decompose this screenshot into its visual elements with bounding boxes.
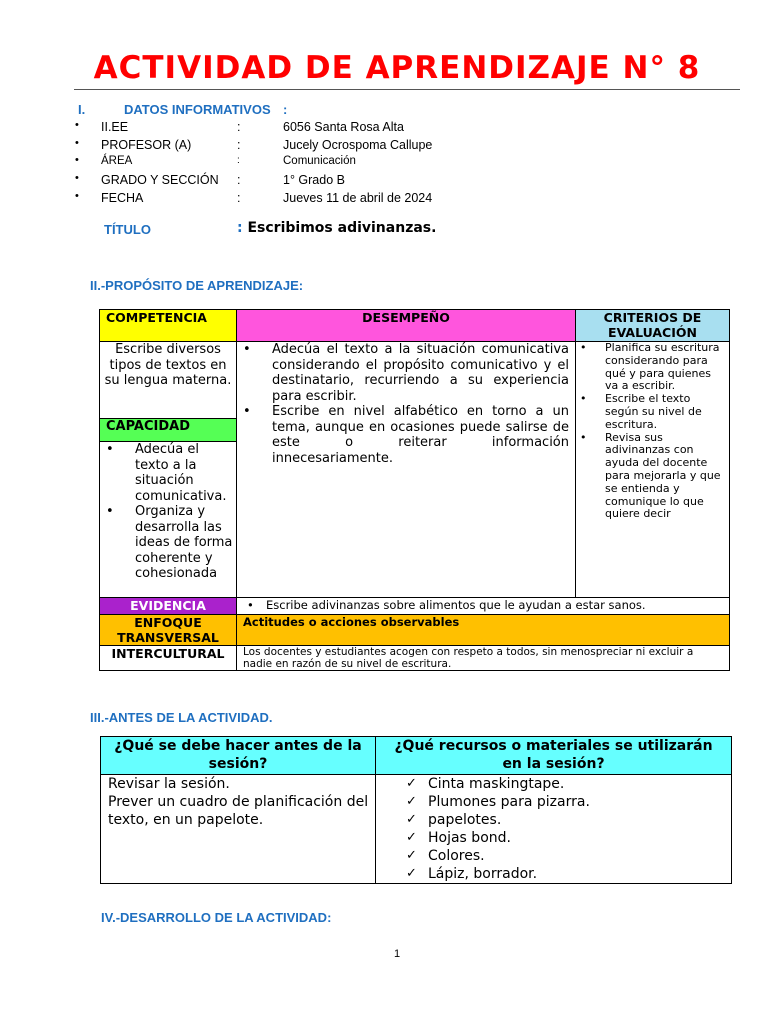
section-label: DATOS INFORMATIVOS — [124, 102, 271, 117]
check-icon: ✓ — [406, 776, 417, 791]
bullet: • — [75, 190, 79, 202]
evidencia-header: EVIDENCIA — [130, 598, 206, 613]
criterio-item — [580, 393, 727, 431]
info-value: 6056 Santa Rosa Alta — [283, 120, 404, 134]
info-value: Jucely Ocrospoma Callupe — [283, 138, 433, 152]
evidencia-text: Escribe adivinanzas sobre alimentos que le ayudan a estar sanos. — [266, 598, 646, 612]
materials-list — [376, 775, 731, 883]
capacidad-header-cell — [100, 419, 237, 442]
desempeno-item-text: Escribe en nivel alfabético en torno a un tema, aunque en ocasiones puede salirse de este o reiterar información innecesariamente. — [272, 404, 569, 466]
info-colon: : — [237, 138, 241, 152]
bullet: • — [75, 137, 79, 149]
info-key: FECHA — [101, 191, 144, 205]
info-row-iiee — [0, 120, 768, 138]
capacidad-body-cell — [100, 442, 237, 598]
bullet: • — [75, 172, 79, 184]
bullet: • — [243, 404, 251, 419]
material-item — [376, 847, 731, 865]
desempeno-header-cell — [237, 310, 576, 342]
antes-col1-body-cell — [101, 775, 376, 883]
bullet: • — [580, 392, 587, 406]
info-colon: : — [237, 191, 241, 205]
antes-col2-header: ¿Qué recursos o materiales se utilizarán en la sesión? — [394, 738, 713, 772]
intercultural-label: INTERCULTURAL — [111, 646, 225, 661]
bullet: • — [106, 504, 114, 519]
section-colon: : — [283, 102, 288, 117]
section-desarrollo-heading: IV.-DESARROLLO DE LA ACTIVIDAD: — [101, 910, 332, 925]
competencia-body-cell — [100, 342, 237, 419]
competencia-text: Escribe diversos tipos de textos en su lengua materna. — [104, 342, 232, 388]
material-item — [376, 829, 731, 847]
title-divider — [74, 89, 740, 90]
criterio-item-text: Revisa sus adivinanzas con ayuda del docente para mejorarla y que se entienda y comunique lo que quiere decir — [605, 430, 721, 521]
info-key: ÁREA — [101, 155, 133, 167]
check-icon: ✓ — [406, 794, 417, 809]
bullet: • — [580, 430, 587, 444]
bullet: • — [75, 154, 79, 166]
competencia-header: COMPETENCIA — [106, 310, 207, 325]
capacidad-header: CAPACIDAD — [106, 419, 191, 434]
info-colon: : — [237, 120, 241, 134]
info-row-grado — [0, 173, 768, 191]
capacidad-item — [106, 504, 234, 582]
bullet: • — [243, 342, 251, 357]
capacidad-list — [100, 442, 236, 582]
material-item — [376, 775, 731, 793]
info-key: II.EE — [101, 120, 129, 134]
criterio-item — [580, 342, 727, 393]
info-value: Comunicación — [283, 155, 356, 167]
material-item — [376, 865, 731, 883]
competencia-header-cell — [100, 310, 237, 342]
section-antes-heading: III.-ANTES DE LA ACTIVIDAD. — [90, 710, 273, 725]
titulo-colon: : — [237, 220, 243, 236]
material-item-text: Cinta maskingtape. — [428, 776, 565, 792]
enfoque-header: ENFOQUE TRANSVERSAL — [117, 615, 219, 645]
info-row-profesor — [0, 138, 768, 156]
bullet: • — [580, 342, 587, 354]
criterios-list — [576, 342, 729, 521]
info-key: PROFESOR (A) — [101, 138, 192, 152]
antes-col1-header: ¿Qué se debe hacer antes de la sesión? — [114, 738, 362, 772]
criterios-header: CRITERIOS DE EVALUACIÓN — [603, 310, 702, 340]
capacidad-item — [106, 442, 234, 504]
titulo-value: Escribimos adivinanzas. — [247, 220, 437, 236]
page-title: ACTIVIDAD DE APRENDIZAJE N° 8 — [93, 50, 701, 86]
check-icon: ✓ — [406, 812, 417, 827]
material-item-text: Hojas bond. — [428, 830, 511, 846]
material-item-text: Colores. — [428, 848, 485, 864]
capacidad-item-text: Organiza y desarrolla las ideas de forma coherente y cohesionada — [135, 504, 233, 581]
info-colon: : — [237, 173, 241, 187]
criterio-item — [580, 432, 727, 522]
capacidad-item-text: Adecúa el texto a la situación comunicativa. — [135, 442, 227, 504]
enfoque-header-cell — [100, 615, 237, 646]
actitudes-header-cell — [237, 615, 729, 646]
bullet: • — [247, 598, 254, 612]
proposito-table — [99, 309, 730, 671]
section-number: I. — [78, 102, 86, 117]
bullet: • — [75, 119, 79, 131]
desempeno-item — [243, 404, 569, 466]
bullet: • — [106, 442, 114, 457]
evidencia-body-cell — [237, 598, 729, 615]
intercultural-text-cell — [237, 646, 729, 670]
check-icon: ✓ — [406, 848, 417, 863]
evidencia-header-cell — [100, 598, 237, 615]
evidencia-item — [237, 598, 729, 613]
actitudes-header: Actitudes o acciones observables — [243, 615, 460, 629]
check-icon: ✓ — [406, 830, 417, 845]
criterio-item-text: Planifica su escritura considerando para qué y para quienes va a escribir. — [605, 342, 720, 393]
intercultural-label-cell — [100, 646, 237, 670]
material-item — [376, 793, 731, 811]
info-key: GRADO Y SECCIÓN — [101, 173, 219, 187]
criterios-header-cell — [576, 310, 729, 342]
desempeno-item — [243, 342, 569, 404]
antes-col2-body-cell — [376, 775, 731, 883]
titulo-label: TÍTULO — [104, 222, 151, 237]
info-colon: : — [237, 155, 240, 166]
material-item-text: Lápiz, borrador. — [428, 866, 538, 882]
desempeno-item-text: Adecúa el texto a la situación comunicativa considerando el propósito comunicativo y el destinatario, recurriendo a su experiencia para escribir. — [272, 342, 569, 404]
antes-line: Revisar la sesión. — [108, 776, 230, 792]
desempeno-body-cell — [237, 342, 576, 598]
criterios-body-cell — [576, 342, 729, 598]
criterio-item-text: Escribe el texto según su nivel de escritura. — [605, 392, 702, 431]
material-item-text: Plumones para pizarra. — [428, 794, 590, 810]
antes-table — [100, 736, 732, 884]
desempeno-header: DESEMPEÑO — [362, 310, 450, 325]
desempeno-list — [237, 342, 575, 466]
intercultural-text: Los docentes y estudiantes acogen con respeto a todos, sin menospreciar ni excluir a nadie en razón de su nivel de escritura. — [243, 646, 694, 670]
info-value: 1° Grado B — [283, 173, 345, 187]
info-row-fecha — [0, 191, 768, 209]
antes-col2-header-cell — [376, 737, 731, 775]
check-icon: ✓ — [406, 866, 417, 881]
page-number: 1 — [393, 948, 401, 960]
section-proposito-heading: II.-PROPÓSITO DE APRENDIZAJE: — [90, 278, 304, 293]
titulo-value-wrap — [237, 220, 436, 236]
info-value: Jueves 11 de abril de 2024 — [283, 191, 433, 205]
material-item — [376, 811, 731, 829]
info-row-area — [0, 155, 768, 173]
antes-col1-header-cell — [101, 737, 376, 775]
antes-line: Prever un cuadro de planificación del texto, en un papelote. — [108, 794, 369, 828]
material-item-text: papelotes. — [428, 812, 502, 828]
